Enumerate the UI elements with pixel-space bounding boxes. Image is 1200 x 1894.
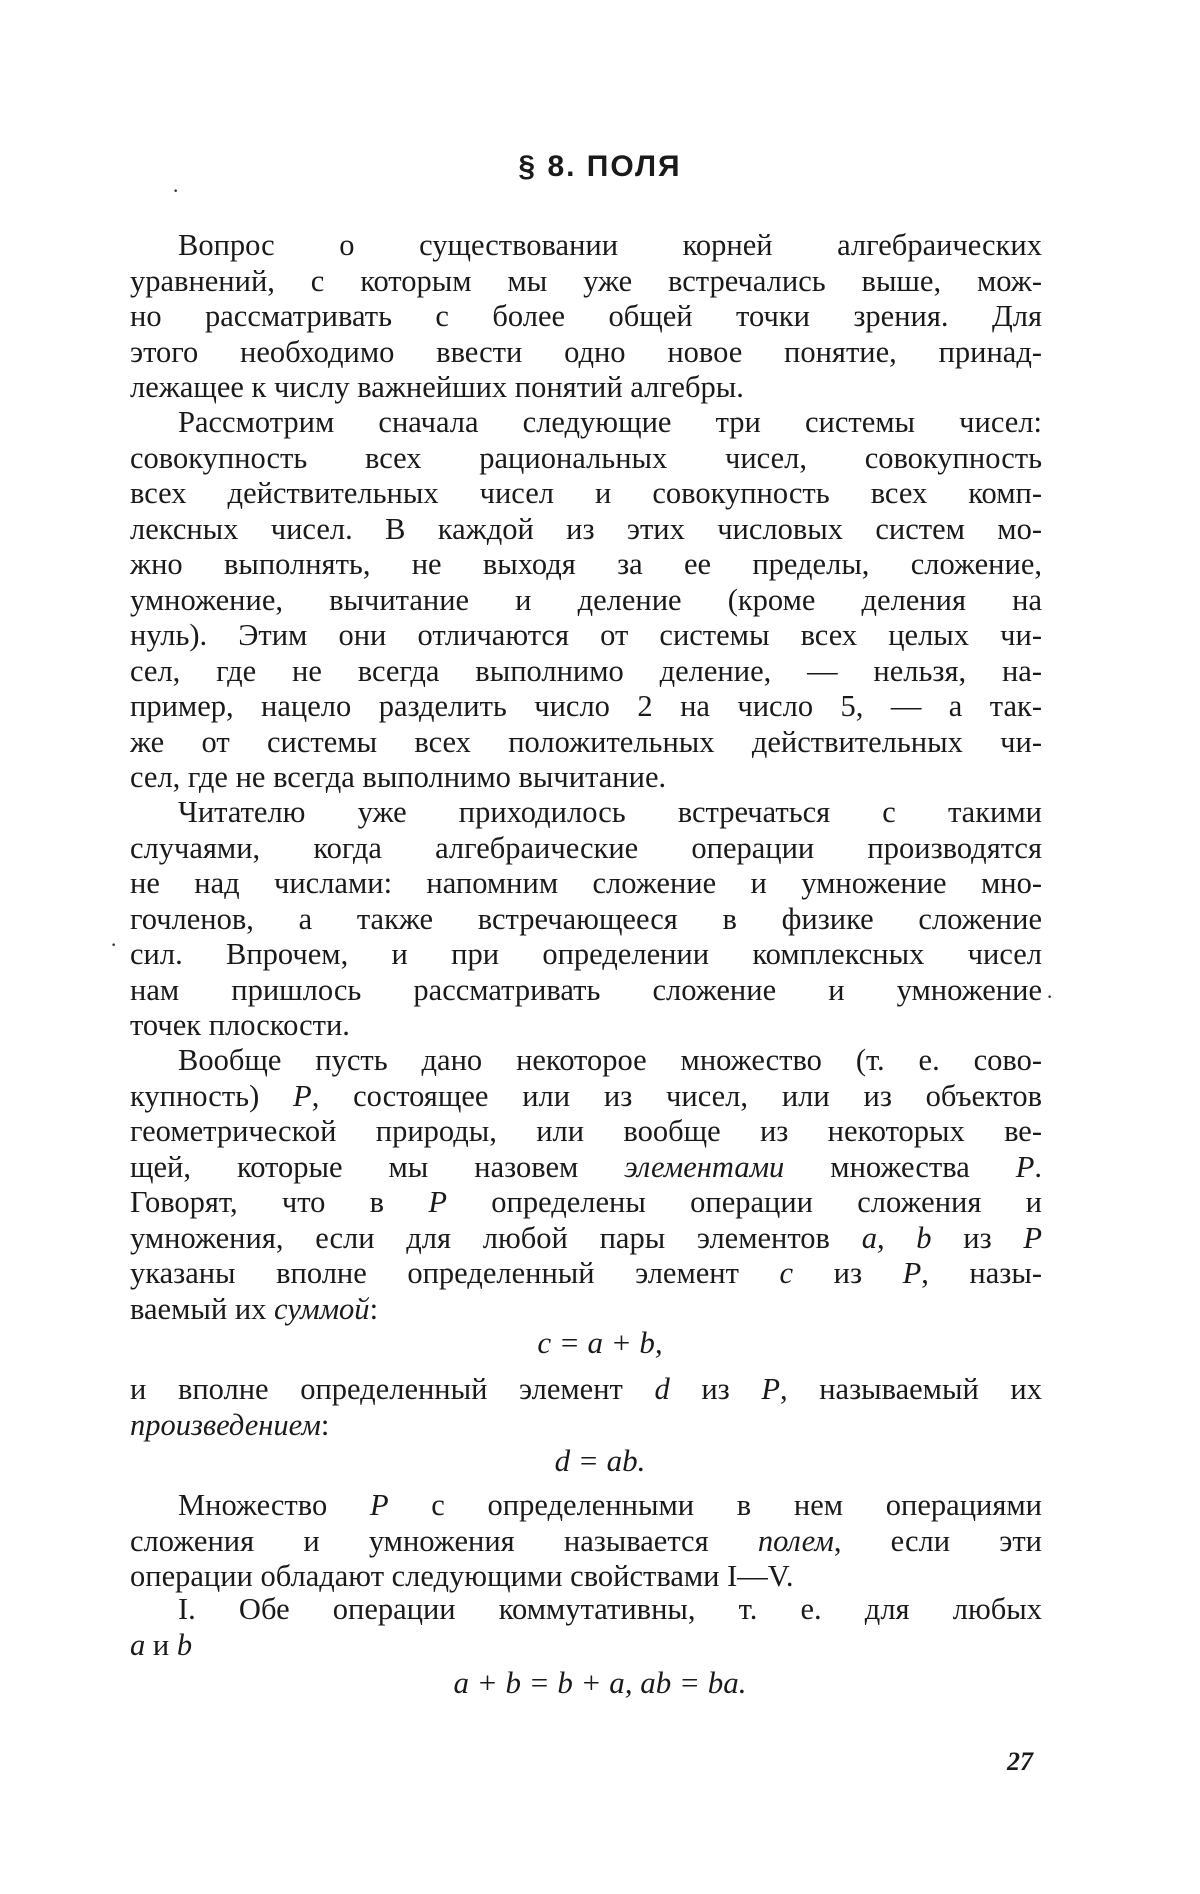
text-line: сел, где не всегда выполнимо деление, — нельзя, на- [130,653,1042,688]
text-line: лежащее к числу важнейших понятий алгебры. [130,370,744,404]
variable-p: P [1023,1220,1043,1255]
text-line: случаями, когда алгебраические операции производятся [130,830,1042,865]
text-line: этого необходимо ввести одно новое понятие, принад- [130,334,1042,369]
emphasis-sum: суммой [274,1291,370,1326]
paragraph-2 [130,405,1042,796]
text-line: геометрической природы, или вообще из некоторых ве- [130,1114,1042,1148]
text-line: лексных чисел. В каждой из этих числовых систем мо- [130,511,1042,546]
text-line: произведением: [130,1407,330,1442]
text-line: пример, нацело разделить число 2 на число 5, — а так- [130,689,1042,723]
paragraph-7 [130,1592,1042,1663]
variable-p: P [428,1185,447,1219]
variable-p: P [369,1488,389,1522]
text-line: уравнений, с которым мы уже встречались выше, мож- [130,263,1042,298]
text-line: Говорят, что в P определены операции сложения и [130,1185,1042,1219]
text-line: Читателю уже приходилось встречаться с такими [178,795,1042,829]
text-line: всех действительных чисел и совокупность всех комп- [130,476,1042,510]
variable-p: P [902,1256,922,1290]
section-heading: § 8. ПОЛЯ [518,150,682,183]
text-line: Множество P с определенными в нем операциями [178,1488,1042,1522]
paragraph-5 [130,1372,1042,1443]
scan-speck: · [172,178,180,203]
text-line: указаны вполне определенный элемент c из P, назы- [130,1256,1042,1290]
variable-c: c [779,1256,794,1290]
text-line: умножение, вычитание и деление (кроме деления на [130,582,1042,617]
text-line: I. Обе операции коммутативны, т. е. для любых [178,1592,1042,1626]
text-line: и вполне определенный элемент d из P, называемый их [130,1372,1042,1406]
scan-speck: · [1046,984,1054,1009]
text-line: a и b [130,1627,193,1662]
text-line: но рассматривать с более общей точки зрения. Для [130,299,1042,333]
text-line: ваемый их суммой: [130,1291,379,1326]
text-line: сил. Впрочем, и при определении комплексных чисел [130,937,1042,971]
formula-sum: c = a + b, [537,1325,663,1360]
variable-p: P [761,1372,780,1406]
paragraph-3 [130,795,1042,1044]
paragraph-6 [130,1488,1042,1595]
text-line: купность) P, состоящее или из чисел, или из объектов [130,1078,1042,1113]
text-line: Вопрос о существовании корней алгебраических [178,228,1042,262]
text-line: гочленов, а также встречающееся в физике сложение [130,901,1042,936]
paragraph-1 [130,228,1042,406]
text-line: же от системы всех положительных действительных чи- [130,724,1042,759]
text-line: Рассмотрим сначала следующие три системы чисел: [178,405,1042,439]
text-line: нуль). Этим они отличаются от системы всех целых чи- [130,618,1042,652]
variable-p: P [1015,1149,1035,1184]
variable-a: a [130,1627,146,1662]
variable-a: a [861,1220,877,1255]
text-line: нам пришлось рассматривать сложение и умножение [130,972,1042,1007]
text-line: точек плоскости. [130,1008,350,1042]
scan-speck: · [110,932,118,957]
text-line: Вообще пусть дано некоторое множество (т. е. сово- [178,1043,1042,1077]
text-line: умножения, если для любой пары элементов a, b из P [130,1220,1043,1255]
variable-b: b [176,1627,193,1662]
variable-d: d [654,1372,670,1406]
text-line: жно выполнять, не выходя за ее пределы, сложение, [130,547,1042,581]
text-line: операции обладают следующими свойствами I—V. [130,1559,794,1593]
emphasis-field: полем [757,1523,834,1558]
text-line: не над числами: напомним сложение и умножение мно- [130,866,1042,900]
formula-product: d = ab. [554,1443,646,1478]
formula-commutativity: a + b = b + a, ab = ba. [453,1665,747,1700]
text-line: сел, где не всегда выполнимо вычитание. [130,760,667,794]
text-line: щей, которые мы назовем элементами множества P. [130,1149,1042,1184]
paragraph-4 [130,1043,1042,1327]
text-line: совокупность всех рациональных чисел, совокупность [130,440,1042,475]
emphasis-elements: элементами [624,1149,785,1184]
variable-b: b [916,1220,932,1255]
page-number: 27 [1007,1747,1033,1776]
variable-p: P [293,1078,312,1113]
emphasis-product: произведением [130,1407,321,1442]
text-line: сложения и умножения называется полем, если эти [130,1523,1042,1558]
